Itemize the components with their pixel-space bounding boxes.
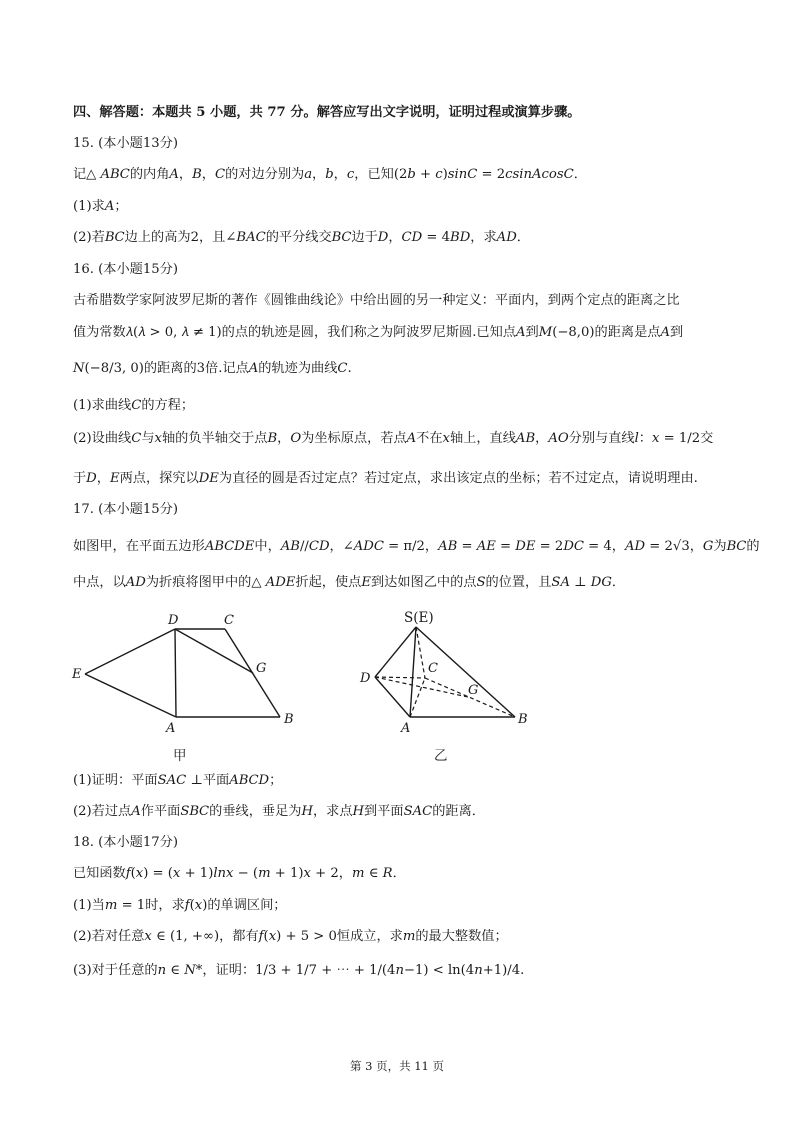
yi-label-B: B <box>518 712 528 727</box>
problem-18-part-2: (2)若对任意𝑥 ∈ (1, +∞)，都有𝑓(𝑥) + 5 > 0恒成立，求𝑚的最大整数值； <box>73 929 508 944</box>
problem-17-statement-line-2: 中点，以𝐴𝐷为折痕将图甲中的△ 𝐴𝐷𝐸折起，使点𝐸到达如图乙中的点𝑆的位置，且𝑆𝐴 ⊥ 𝐷𝐺． <box>73 575 626 590</box>
edge-AE <box>85 674 176 717</box>
edge-ED <box>85 629 175 674</box>
problem-18-part-3: (3)对于任意的𝑛 ∈ 𝑁*，证明：1/3 + 1/7 + ⋯ + 1/(4𝑛−1) < ln(4𝑛+1)/4. <box>73 963 525 978</box>
edge-DG <box>175 629 253 673</box>
problem-15-header: 15. (本小题13分) <box>73 136 178 151</box>
problem-17-header: 17. (本小题15分) <box>73 502 178 517</box>
yi-label-S: S(E) <box>404 610 434 626</box>
problem-18-part-1: (1)当𝑚 = 1时，求𝑓(𝑥)的单调区间； <box>73 898 287 913</box>
yi-label-D: D <box>360 671 371 686</box>
figure-jia <box>60 606 320 771</box>
jia-label-G: G <box>256 661 267 676</box>
problem-18-header: 18. (本小题17分) <box>73 835 178 850</box>
section-title: 四、解答题：本题共 5 小题，共 77 分。解答应写出文字说明，证明过程或演算步骤。 <box>73 105 581 120</box>
jia-label-B: B <box>284 712 294 727</box>
problem-16-statement-line-2: 值为常数𝜆(𝜆 > 0, 𝜆 ≠ 1)的点的轨迹是圆，我们称之为阿波罗尼斯圆.已知点𝐴到𝑀(−8,0)的距离是点𝐴到 <box>73 325 684 340</box>
edge-SD <box>375 627 416 677</box>
yi-label-G: G <box>468 683 479 698</box>
problem-17-part-1: (1)证明：平面𝑆𝐴𝐶 ⊥平面𝐴𝐵𝐶𝐷； <box>73 773 283 788</box>
problem-15-part-2: (2)若𝐵𝐶边上的高为2，且∠𝐵𝐴𝐶的平分线交𝐵𝐶边于𝐷，𝐶𝐷 = 4𝐵𝐷，求𝐴𝐷． <box>73 230 530 245</box>
jia-label-E: E <box>72 667 82 682</box>
problem-18-statement: 已知函数𝑓(𝑥) = (𝑥 + 1)𝑙𝑛𝑥 − (𝑚 + 1)𝑥 + 2，𝑚 ∈ 𝑅． <box>73 866 406 881</box>
problem-17-part-2: (2)若过点𝐴作平面𝑆𝐵𝐶的垂线，垂足为𝐻，求点𝐻到平面𝑆𝐴𝐶的距离． <box>73 804 485 819</box>
problem-16-part-2-line-2: 于𝐷，𝐸两点，探究以𝐷𝐸为直径的圆是否过定点？若过定点，求出该定点的坐标；若不过定点，请说明理由. <box>73 471 698 486</box>
edge-DA <box>175 629 176 717</box>
figure-yi <box>350 606 550 771</box>
problem-15-part-1: (1)求𝐴； <box>73 199 128 214</box>
problem-17-statement-line-1: 如图甲，在平面五边形𝐴𝐵𝐶𝐷𝐸中，𝐴𝐵//𝐶𝐷，∠𝐴𝐷𝐶 = π/2，𝐴𝐵 = 𝐴𝐸 = 𝐷𝐸 = 2𝐷𝐶 = 4，𝐴𝐷 = 2√3，𝐺为𝐵𝐶的 <box>73 539 760 554</box>
figure-jia-caption: 甲 <box>173 748 187 764</box>
problem-15-statement: 记△ 𝐴𝐵𝐶的内角𝐴，𝐵，𝐶的对边分别为𝑎，𝑏，𝑐，已知(2𝑏 + 𝑐)𝑠𝑖𝑛𝐶 = 2𝑐𝑠𝑖𝑛𝐴𝑐𝑜𝑠𝐶． <box>73 167 587 182</box>
jia-label-C: C <box>224 613 234 628</box>
figure-yi-caption: 乙 <box>434 748 448 764</box>
problem-16-header: 16. (本小题15分) <box>73 262 178 277</box>
problem-16-statement-line-1: 古希腊数学家阿波罗尼斯的著作《圆锥曲线论》中给出圆的另一种定义：平面内，到两个定点的距离之比 <box>73 293 680 308</box>
problem-16-part-2-line-1: (2)设曲线𝐶与𝑥轴的负半轴交于点𝐵，𝑂为坐标原点，若点𝐴不在𝑥轴上，直线𝐴𝐵，𝐴𝑂分别与直线𝑙：𝑥 = 1/2交 <box>73 431 714 446</box>
problem-16-statement-line-3: 𝑁(−8/3, 0)的距离的3倍.记点𝐴的轨迹为曲线𝐶. <box>73 361 352 376</box>
jia-label-D: D <box>168 613 179 628</box>
page-footer: 第 3 页，共 11 页 <box>349 1059 445 1073</box>
yi-label-A: A <box>401 721 411 736</box>
yi-label-C: C <box>428 661 438 676</box>
edge-DC <box>375 677 425 678</box>
jia-label-A: A <box>166 721 176 736</box>
problem-16-part-1: (1)求曲线𝐶的方程； <box>73 398 195 413</box>
